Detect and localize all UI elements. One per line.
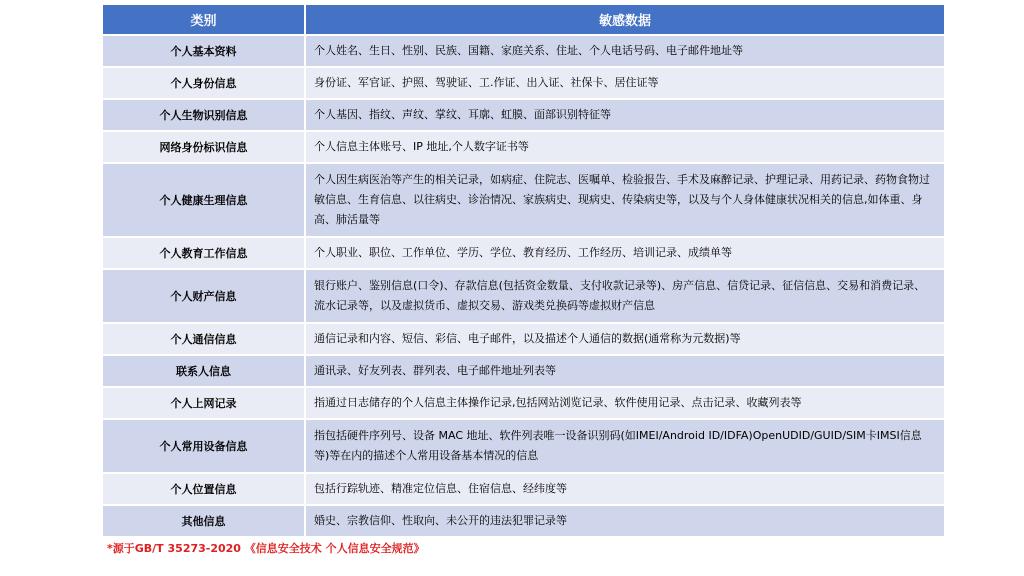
table-row: [103, 237, 945, 269]
table-header: [103, 5, 945, 35]
data-cell: 通讯录、好友列表、群列表、电子邮件地址列表等: [305, 355, 945, 387]
data-cell: 个人职业、职位、工作单位、学历、学位、教育经历、工作经历、培训记录、成绩单等: [305, 237, 945, 269]
category-cell: 个人财产信息: [103, 269, 305, 323]
category-cell: 联系人信息: [103, 355, 305, 387]
table-row: [103, 35, 945, 67]
category-cell: 个人通信信息: [103, 323, 305, 355]
data-cell: 身份证、军官证、护照、驾驶证、工.作证、出入证、社保卡、居住证等: [305, 67, 945, 99]
data-cell: 银行账户、鉴别信息(口令)、存款信息(包括资金数量、支付收款记录等)、房产信息、信贷记录、征信信息、交易和消费记录、流水记录等，以及虚拟货币、虚拟交易、游戏类兑换码等虚拟财产信息: [305, 269, 945, 323]
table-row: [103, 419, 945, 473]
table-row: [103, 505, 945, 537]
header-row: [103, 5, 945, 35]
table-row: [103, 99, 945, 131]
data-cell: 包括行踪轨迹、精准定位信息、住宿信息、经纬度等: [305, 473, 945, 505]
sensitive-data-table: [103, 5, 946, 538]
category-cell: 网络身份标识信息: [103, 131, 305, 163]
source-footnote: *源于GB/T 35273-2020 《信息安全技术 个人信息安全规范》: [107, 542, 425, 555]
data-cell: 指通过日志储存的个人信息主体操作记录,包括网站浏览记录、软件使用记录、点击记录、收藏列表等: [305, 387, 945, 419]
data-cell: 个人信息主体账号、IP 地址,个人数字证书等: [305, 131, 945, 163]
category-cell: 个人上网记录: [103, 387, 305, 419]
category-cell: 个人生物识别信息: [103, 99, 305, 131]
data-cell: 婚史、宗教信仰、性取向、未公开的违法犯罪记录等: [305, 505, 945, 537]
table-row: [103, 131, 945, 163]
table-row: [103, 387, 945, 419]
category-cell: 个人位置信息: [103, 473, 305, 505]
table-row: [103, 323, 945, 355]
data-cell: 个人基因、指纹、声纹、掌纹、耳廓、虹膜、面部识别特征等: [305, 99, 945, 131]
table-row: [103, 269, 945, 323]
data-cell: 指包括硬件序列号、设备 MAC 地址、软件列表唯一设备识别码(如IMEI/Android ID/IDFA)OpenUDID/GUID/SIM卡IMSI信息等)等在内的描述个人常用设备基本情况的信息: [305, 419, 945, 473]
table-body: [103, 35, 945, 537]
category-cell: 个人基本资料: [103, 35, 305, 67]
table-row: [103, 163, 945, 237]
data-cell: 个人因生病医治等产生的相关记录，如病症、住院志、医嘱单、检验报告、手术及麻醉记录、护理记录、用药记录、药物食物过敏信息、生育信息、以往病史、诊治情况、家族病史、现病史、传染病史等，以及与个人身体健康状况相关的信息,如体重、身高、肺活量等: [305, 163, 945, 237]
category-cell: 个人教育工作信息: [103, 237, 305, 269]
table-row: [103, 67, 945, 99]
data-cell: 个人姓名、生日、性别、民族、国籍、家庭关系、住址、个人电话号码、电子邮件地址等: [305, 35, 945, 67]
header-category: 类别: [103, 5, 305, 35]
category-cell: 个人常用设备信息: [103, 419, 305, 473]
table-row: [103, 355, 945, 387]
category-cell: 个人健康生理信息: [103, 163, 305, 237]
data-cell: 通信记录和内容、短信、彩信、电子邮件，以及描述个人通信的数据(通常称为元数据)等: [305, 323, 945, 355]
table-row: [103, 473, 945, 505]
sensitive-data-table-container: [103, 5, 945, 538]
header-sensitive-data: 敏感数据: [305, 5, 945, 35]
category-cell: 个人身份信息: [103, 67, 305, 99]
category-cell: 其他信息: [103, 505, 305, 537]
